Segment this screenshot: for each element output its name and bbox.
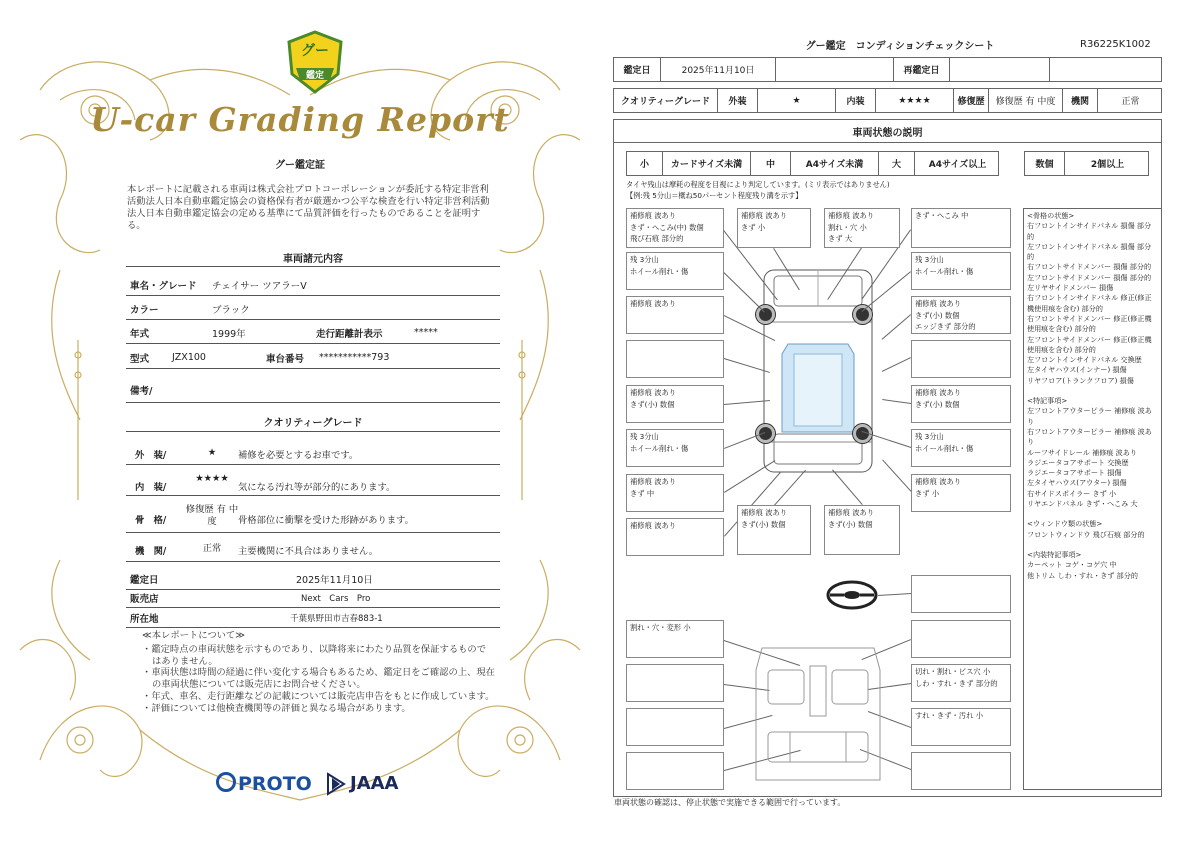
quality-label: 骨 格/: [135, 515, 167, 526]
date-blank: [776, 58, 894, 81]
spec-label: 備考/: [130, 385, 153, 397]
window-heading: <ウィンドウ類の状態>: [1027, 519, 1103, 529]
damage-box-right-door-rear: 補修痕 波あり きず(小) 数個: [911, 385, 1011, 423]
damage-box-front-left: 補修痕 波あり きず・へこみ(中) 数個 飛び石痕 部分的: [626, 208, 724, 248]
notes-heading: ≪本レポートについて≫: [142, 630, 245, 641]
quality-value: ★: [207, 447, 217, 458]
frame-item: 左タイヤハウス(インナー) 損傷: [1027, 365, 1127, 375]
interior-label: 内装: [836, 89, 876, 112]
report-notes: [140, 630, 495, 715]
special-item: 右フロントアウターピラー 補修痕 波あり: [1027, 426, 1152, 447]
damage-box-right-fender: 補修痕 波あり きず(小) 数個 エッジきず 部分的: [911, 296, 1011, 334]
spec-label: 車台番号: [266, 353, 305, 365]
grade-label: クオリティーグレード: [614, 89, 718, 112]
specs-title: 車両諸元内容: [283, 254, 343, 265]
note-item: ・鑑定時点の車両状態を示すものであり、以降将来にわたり品質を保証するものではありません。: [142, 643, 487, 667]
interior-box-right-rear: すれ・きず・汚れ 小: [911, 708, 1011, 746]
repair-label: 修復歴: [954, 89, 989, 112]
engine-label: 機関: [1063, 89, 1098, 112]
spec-label: 型式: [130, 353, 150, 365]
frame-item: 左フロントインサイドパネル 交換歴: [1027, 355, 1142, 365]
interior-item: 他トリム しわ・すれ・きず 部分的: [1027, 570, 1138, 580]
report-script-title: U-car Grading Report: [90, 100, 510, 139]
quality-row-exterior: [126, 441, 500, 465]
frame-item: 右フロントサイドメンバー 損傷 部分的: [1027, 262, 1152, 272]
special-item: ラジエータコアサポート 交換歴: [1027, 457, 1129, 467]
footer-logos: [0, 770, 600, 800]
special-heading: <特記事項>: [1027, 396, 1068, 406]
condition-details-list: [1023, 208, 1162, 790]
special-item: 左フロントアウターピラー 補修痕 波あり: [1027, 406, 1152, 426]
quality-title: クオリティーグレード: [263, 418, 363, 429]
note-item: ・車両状態は時間の経過に伴い変化する場合もあるため、鑑定日をご確認の上、現在の車両状態については販売店にお問合せください。: [142, 667, 495, 691]
goo-appraisal-badge: [286, 30, 344, 94]
damage-box-front-right: きず・へこみ 中: [911, 208, 1011, 248]
exterior-value: ★: [758, 89, 836, 112]
window-item: フロントウィンドウ 飛び石痕 部分的: [1027, 529, 1145, 539]
interior-box-rear-left: [626, 752, 724, 790]
size-legend: [626, 151, 999, 176]
sheet-code: R36225K1002: [1080, 39, 1151, 50]
interior-notes-group: [1027, 550, 1158, 581]
info-label: 所在地: [130, 613, 159, 625]
badge-text-top: グー: [301, 43, 329, 59]
quality-row-frame: [126, 503, 500, 533]
date-blank: [1050, 58, 1163, 81]
spec-label: カラー: [130, 304, 159, 316]
damage-box-rear: 補修痕 波あり きず(小) 数個: [737, 505, 811, 555]
frame-item: 左フロントサイドメンバー 修正(修正機使用痕を含む) 部分的: [1027, 334, 1152, 354]
quality-desc: 補修を必要とするお車です。: [238, 450, 359, 461]
tire-box-rear-right: 残 3分山 ホイール削れ・傷: [911, 429, 1011, 467]
certificate-title: グー鑑定証: [275, 160, 325, 171]
special-item: 右サイドスポイラー きず 小: [1027, 488, 1117, 498]
spec-label: 年式: [130, 328, 150, 340]
legend-mid-desc: A4サイズ未満: [791, 152, 879, 175]
interior-heading: <内装特記事項>: [1027, 549, 1082, 559]
interior-value: ★★★★: [876, 89, 954, 112]
quality-desc: 主要機関に不具合はありません。: [238, 546, 379, 557]
interior-box-front: 割れ・穴・変形 小: [626, 620, 724, 658]
certificate-text: 本レポートに記載される車両は株式会社プロトコーポレーションが委託する特定非営利活動法人日本自動車鑑定協会の資格保有者が厳選かつ公平な検査を行い特定非営利活動法人日本自動車鑑定協会の定める基準にて品質評価を行ったものであることを証明する。: [127, 184, 490, 231]
damage-box-right-door-front: [911, 340, 1011, 378]
special-item: ラジエータコアサポート 損傷: [1027, 468, 1122, 478]
info-row-date: [126, 568, 500, 590]
count-legend: [1024, 151, 1149, 176]
special-item: リヤエンドパネル きず・へこみ 大: [1027, 499, 1138, 509]
exterior-label: 外装: [718, 89, 758, 112]
quality-value: 正常: [202, 543, 222, 554]
info-row-shop: [126, 588, 500, 608]
sheet-title: グー鑑定 コンディションチェックシート: [805, 41, 995, 52]
badge-text-bottom: 鑑定: [305, 71, 324, 81]
damage-box-right-quarter: 補修痕 波あり きず 小: [911, 474, 1011, 512]
frame-heading: <骨格の状態>: [1027, 211, 1075, 220]
info-value: 千葉県野田市吉春883-1: [290, 613, 383, 624]
condition-title: 車両状態の説明: [613, 119, 1162, 143]
jaaa-logo: JAAA: [350, 773, 399, 794]
special-notes-group: [1027, 396, 1158, 509]
spec-value: チェイサー ツアラーV: [212, 280, 307, 292]
frame-item: 左リヤサイドメンバー 損傷: [1027, 283, 1114, 293]
frame-item: 左フロントサイドメンバー 損傷 部分的: [1027, 272, 1152, 282]
damage-box-left-quarter: 補修痕 波あり きず 中: [626, 474, 724, 512]
spec-value: ***********793: [319, 352, 390, 363]
spec-value: ブラック: [212, 304, 250, 316]
interior-box-right-front: 切れ・割れ・ビス穴 小 しわ・すれ・きず 部分的: [911, 664, 1011, 702]
tire-box-front-left: 残 3分山 ホイール削れ・傷: [626, 252, 724, 290]
spec-row-model: [126, 347, 500, 369]
damage-box-hood: 補修痕 波あり 割れ・穴 小 きず 大: [824, 208, 900, 248]
window-condition-group: [1027, 519, 1158, 540]
quality-desc: 骨格部位に衝撃を受けた形跡があります。: [238, 515, 414, 526]
spec-row-remarks: [126, 377, 500, 403]
footer-note: 車両状態の確認は、停止状態で実施できる範囲で行っています。: [614, 798, 846, 807]
condition-check-sheet: [600, 0, 1200, 848]
quality-label: 内 装/: [135, 482, 167, 493]
divider: [126, 266, 500, 267]
window-box: [911, 575, 1011, 613]
spec-row-year: [126, 322, 500, 344]
grade-row: [613, 88, 1162, 113]
frame-item: 右フロントインサイドパネル 修正(修正機使用痕を含む) 部分的: [1027, 293, 1152, 313]
spec-value: JZX100: [172, 352, 206, 363]
tire-note: タイヤ残山は摩耗の程度を目視により判定しています。(ミリ表示ではありません): [626, 180, 890, 189]
info-value: Next Cars Pro: [301, 593, 371, 604]
reinspect-value: [950, 58, 1050, 81]
spec-value: *****: [414, 327, 438, 338]
jaaa-logo-icon: [326, 772, 346, 796]
frame-item: リヤフロア(トランクフロア) 損傷: [1027, 375, 1134, 385]
note-item: ・年式、車名、走行距離などの記載については販売店申告をもとに作成しています。: [142, 690, 495, 702]
special-item: 左タイヤハウス(アウター) 損傷: [1027, 478, 1127, 488]
legend-count-desc: 2個以上: [1090, 160, 1125, 170]
damage-box-front: 補修痕 波あり きず 小: [737, 208, 811, 248]
frame-item: 右フロントサイドメンバー 修正(修正機使用痕を含む) 部分的: [1027, 313, 1152, 334]
damage-box-left-fender: 補修痕 波あり: [626, 296, 724, 334]
info-label: 販売店: [130, 593, 159, 605]
spec-row-color: [126, 298, 500, 320]
tire-note-example: 【例:残 5分山＝概ね50パーセント程度残り溝を示す】: [626, 191, 803, 200]
interior-box-left-rear: [626, 708, 724, 746]
info-value: 2025年11月10日: [296, 574, 373, 586]
legend-count: 数個: [1025, 152, 1065, 175]
damage-box-rear-left: 補修痕 波あり: [626, 518, 724, 556]
quality-value: ★★★★: [195, 473, 229, 484]
interior-item: カーペット コゲ・コゲ穴 中: [1027, 560, 1117, 570]
steering-wheel-icon: [826, 580, 878, 610]
interior-box-left-front: [626, 664, 724, 702]
legend-large-desc: A4サイズ以上: [928, 160, 987, 170]
quality-value: 修復歴 有 中度: [185, 504, 239, 527]
spec-value: 1999年: [212, 328, 246, 340]
tire-box-front-right: 残 3分山 ホイール削れ・傷: [911, 252, 1011, 290]
spec-label: 車名・グレード: [130, 280, 197, 292]
date-value: 2025年11月10日: [661, 58, 776, 81]
repair-value: 修復歴 有 中度: [989, 89, 1063, 112]
info-label: 鑑定日: [130, 574, 159, 586]
legend-mid: 中: [751, 152, 791, 175]
note-item: ・評価については他検査機関等の評価と異なる場合があります。: [142, 702, 411, 714]
damage-box-left-door-rear: 補修痕 波あり きず(小) 数個: [626, 385, 724, 423]
quality-label: 外 装/: [135, 450, 167, 461]
date-label: 鑑定日: [614, 58, 661, 81]
legend-large: 大: [879, 152, 915, 175]
engine-value: 正常: [1121, 97, 1140, 107]
frame-item: 左フロントインサイドパネル 損傷 部分的: [1027, 241, 1152, 262]
damage-box-left-door-front: [626, 340, 724, 378]
special-item: ルーフサイドレール 補修痕 波あり: [1027, 447, 1137, 457]
date-row: [613, 57, 1162, 82]
spec-label: 走行距離計表示: [316, 328, 383, 340]
reinspect-label: 再鑑定日: [894, 58, 950, 81]
wheel-front-right-icon: [853, 305, 872, 324]
proto-logo-icon: [216, 772, 236, 792]
frame-item: 右フロントインサイドパネル 損傷 部分的: [1027, 221, 1152, 241]
interior-box-rear-right: [911, 752, 1011, 790]
info-row-address: [126, 608, 500, 628]
frame-condition-group: [1027, 211, 1158, 386]
quality-row-interior: [126, 472, 500, 496]
proto-logo: PROTO: [238, 773, 312, 795]
interior-box-dash: [911, 620, 1011, 658]
legend-small: 小: [627, 152, 663, 175]
car-interior-diagram: [750, 640, 886, 790]
tire-box-rear-left: 残 3分山 ホイール削れ・傷: [626, 429, 724, 467]
legend-small-desc: カードサイズ未満: [663, 152, 751, 175]
damage-box-trunk: 補修痕 波あり きず(小) 数個: [824, 505, 900, 555]
spec-row-name: [126, 274, 500, 296]
quality-desc: 気になる汚れ等が部分的にあります。: [238, 482, 396, 493]
divider: [126, 431, 500, 432]
quality-label: 機 関/: [135, 546, 167, 557]
quality-row-engine: [126, 538, 500, 562]
